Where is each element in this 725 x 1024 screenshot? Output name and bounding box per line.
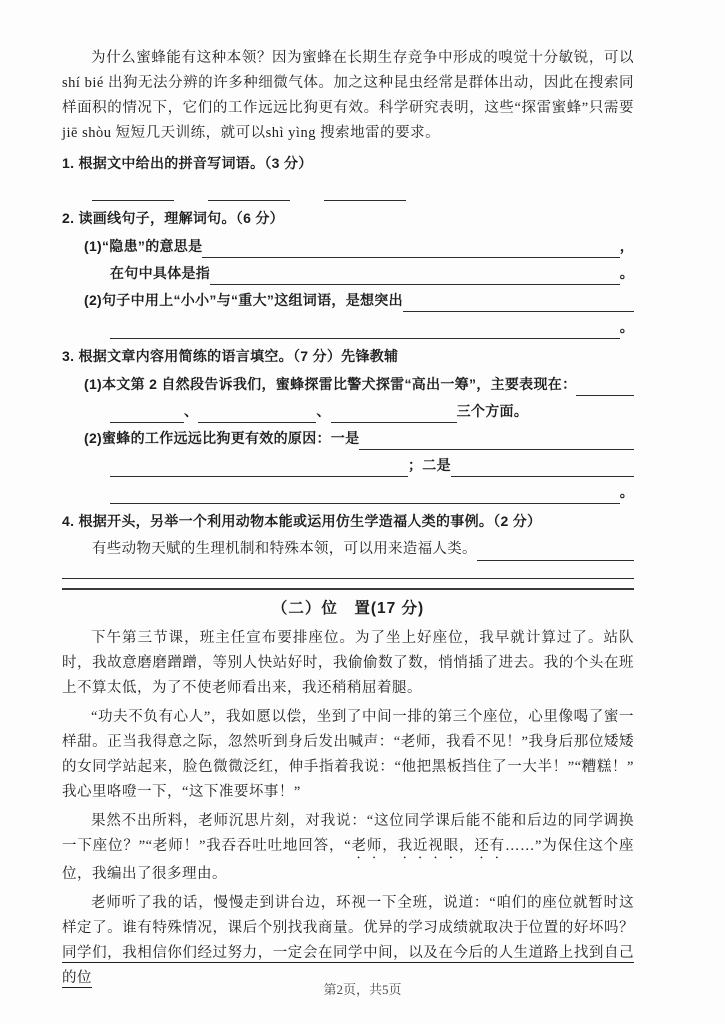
question-2-sub2-line1 [84, 288, 634, 312]
question-4-stem: 4. 根据开头，另举一个利用动物本能或运用仿生学造福人类的事例。（2 分） [62, 513, 542, 529]
paragraph-text: 果然不出所料，老师沉思片刻，对我说：“这位同学课后能不能和后边的同学调换一下座位？”“老师！”我吞吞吐吐地回答，“ [62, 813, 634, 854]
question-text: 在句中具体是指 [110, 265, 211, 281]
passage-paragraph-2: “功夫不负有心人”，我如愿以偿，坐到了中间一排的第三个座位，心里像喝了蜜一样甜。正当我得意之际，忽然听到身后发出喊声：“老师，我看不见！”我身后那位矮矮的女同学站起来，脸色微微泛红，伸手指着我说：“他把黑板挡住了一大半！”“糟糕！”我心里咯噔一下，“这下准要坏事！” [62, 709, 634, 800]
paragraph-text: ”为保住这个座位，我编出了很多理由。 [62, 838, 635, 882]
intro-paragraph: 为什么蜜蜂能有这种本领？因为蜜蜂在长期生存竞争中形成的嗅觉十分敏锐，可以shí bié 出狗无法分辨的许多种细微气体。加之这种昆虫经常是群体出动，因此在搜索同样面积的情况下，它们的工作远远比狗更有效。科学研究表明，这些“探雷蜜蜂”只需要 jiē shòu 短短几天训练，就可以shì yìng 搜索地雷的要求。 [62, 50, 634, 141]
section-divider [62, 588, 634, 590]
question-1-stem: 1. 根据文中给出的拼音写词语。（3 分） [62, 155, 313, 171]
answer-blank [110, 489, 620, 504]
question-2-sub1-line2 [84, 261, 634, 285]
emphasized-text: 老师，我近视眼，还有…… [351, 838, 536, 854]
punctuation: 。 [619, 484, 634, 500]
question-1-answer-row [92, 184, 634, 201]
question-2-sub2-line2 [84, 315, 634, 339]
answer-blank [359, 435, 634, 450]
passage-paragraph-3 [62, 809, 634, 887]
question-3-sub2-line2 [84, 453, 634, 477]
answer-blank [331, 408, 457, 423]
question-3-stem: 3. 根据文章内容用简练的语言填空。（7 分）先锋教辅 [62, 348, 399, 364]
question-text: (1)“隐患”的意思是 [84, 238, 203, 254]
passage-paragraph-1: 下午第三节课，班主任宣布要排座位。为了坐上好座位，我早就计算过了。站队时，我故意磨磨蹭蹭，等别人快站好时，我偷偷数了数，悄悄插了进去。我的个头在班上不算太低，为了不使老师看出来，我还稍稍屈着腿。 [62, 630, 634, 696]
answer-blank [210, 270, 620, 285]
answer-blank [62, 564, 634, 579]
question-4-given-line [62, 537, 634, 561]
punctuation: 。 [619, 265, 634, 281]
underlined-text: 同学们，我相信你们经过努力，一定会在同学中间，以及在今后的人生道路上找到自己的位 [62, 945, 634, 986]
exam-content [62, 46, 634, 991]
answer-blank [208, 184, 290, 201]
answer-blank [324, 184, 406, 201]
question-text: (2)蜜蜂的工作远远比狗更有效的原因：一是 [84, 430, 360, 446]
question-3-sub1-line2 [84, 399, 634, 423]
punctuation: 、 [184, 403, 199, 419]
answer-blank [202, 243, 619, 258]
question-text: (1)本文第 2 自然段告诉我们，蜜蜂探雷比警犬探雷“高出一筹”，主要表现在： [84, 376, 577, 392]
answer-blank [92, 184, 174, 201]
question-text: 三个方面。 [456, 403, 529, 419]
question-2-sub1-line1 [84, 234, 634, 258]
question-4-answer-line [62, 564, 634, 579]
paragraph-text: 老师听了我的话，慢慢走到讲台边，环视一下全班，说道：“咱们的座位就暂时这样定了。谁有特殊情况，课后个别找我商量。优异的学习成绩就取决于位置的好坏吗？ [62, 895, 634, 936]
answer-blank [477, 546, 634, 562]
question-3-sub2-line1 [84, 426, 634, 450]
question-2-stem: 2. 读画线句子，理解词句。（6 分） [62, 210, 284, 226]
answer-blank [403, 297, 634, 312]
question-text: 有些动物天赋的生理机制和特殊本领，可以用来造福人类。 [92, 541, 477, 557]
question-2-body [62, 234, 634, 339]
question-3-body [62, 372, 634, 504]
answer-blank [198, 408, 316, 423]
punctuation: ， [619, 238, 634, 254]
answer-blank [110, 324, 620, 339]
page-footer: 第2页，共5页 [323, 982, 402, 997]
answer-blank [576, 381, 634, 396]
question-text: ；二是 [408, 457, 451, 473]
punctuation: 、 [316, 403, 331, 419]
answer-blank [451, 462, 634, 477]
answer-blank [110, 462, 408, 477]
question-3-sub1-line1 [84, 372, 634, 396]
answer-blank [110, 408, 184, 423]
section-2-title: （二）位 置(17 分) [271, 600, 425, 617]
passage-paragraph-4 [62, 891, 634, 991]
question-3-sub2-line3 [84, 480, 634, 504]
punctuation: 。 [619, 319, 634, 335]
question-text: (2)句子中用上“小小”与“重大”这组词语，是想突出 [84, 292, 403, 308]
